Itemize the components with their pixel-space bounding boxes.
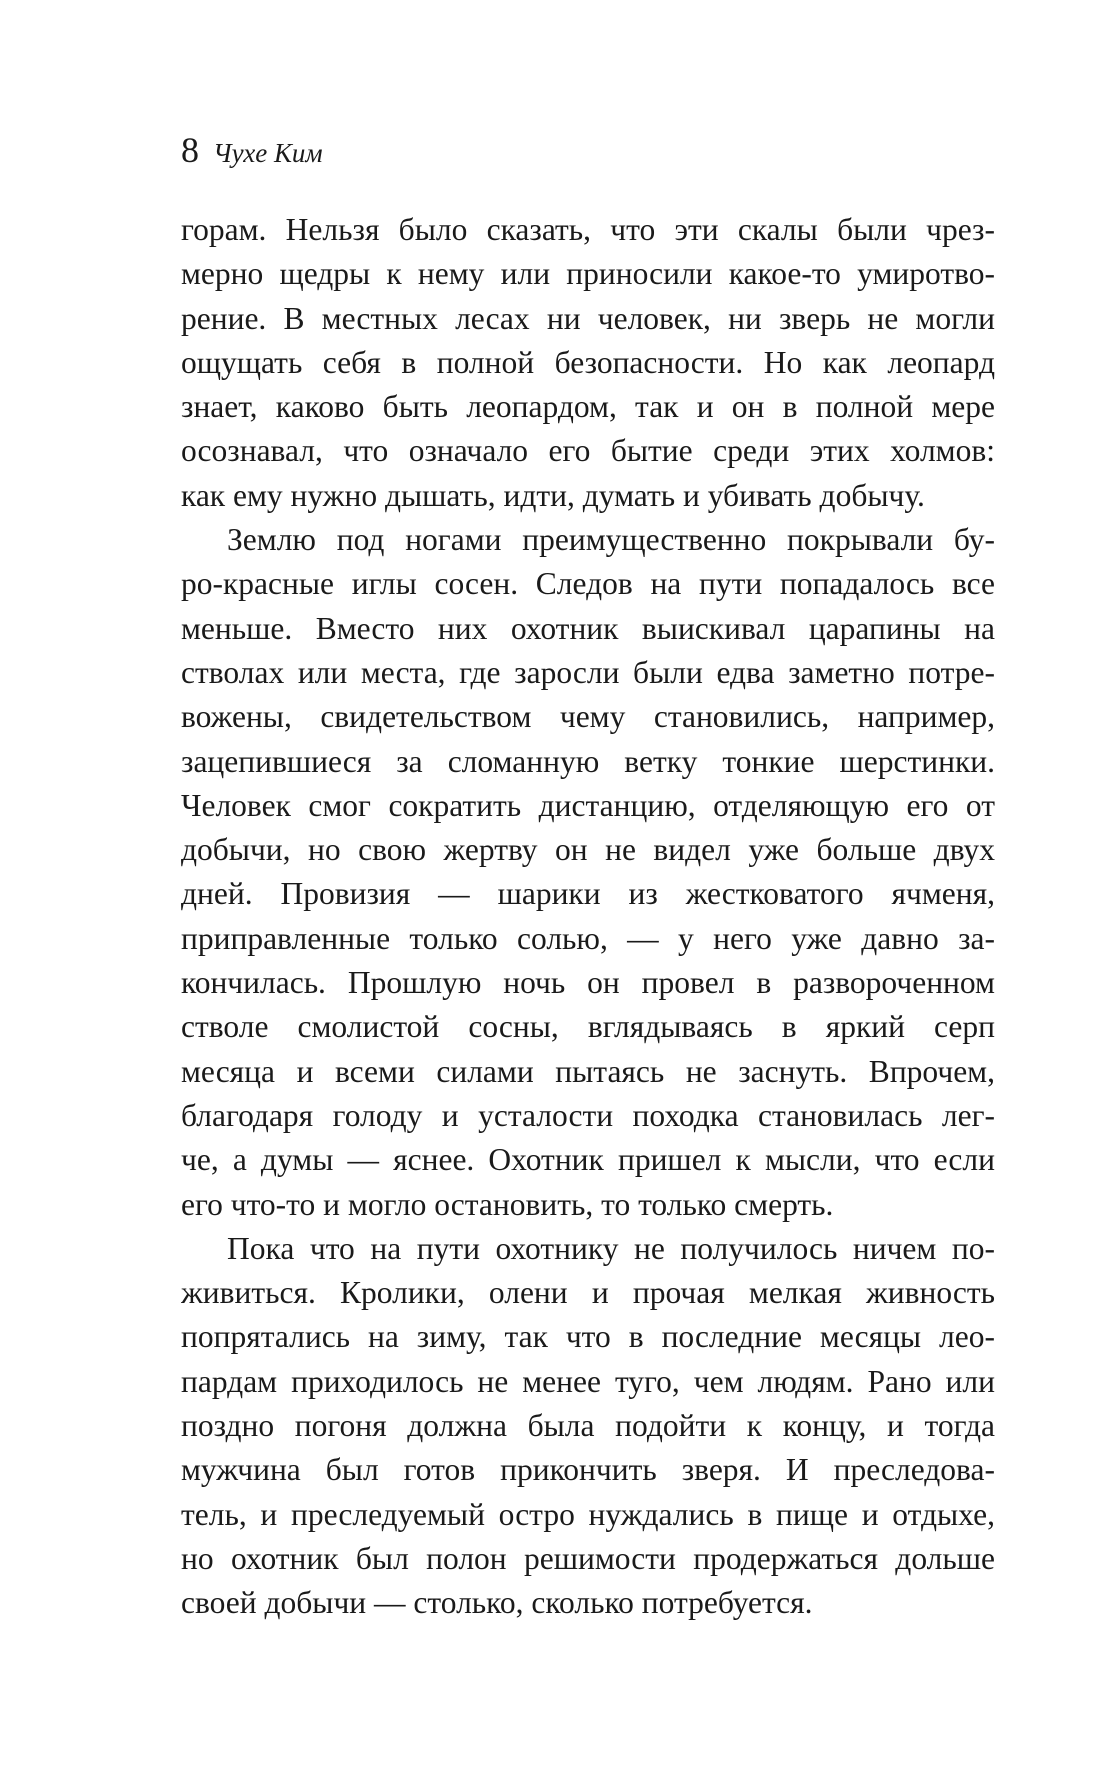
text-line: зацепившиеся за сломанную ветку тонкие шерстинки. [181,743,995,779]
text-line: живиться. Кролики, олени и прочая мелкая живность [181,1275,995,1311]
text-line: кончилась. Прошлую ночь он провел в развороченном [181,965,995,1001]
text-line: ощущать себя в полной безопасности. Но как леопард [181,344,995,380]
text-line: пардам приходилось не менее туго, чем людям. Рано или [181,1363,995,1399]
text-line: че, а думы — яснее. Охотник пришел к мысли, что если [181,1142,995,1178]
text-line: мужчина был готов прикончить зверя. И преследова- [181,1452,995,1488]
text-line: его что-то и могло остановить, то только смерть. [181,1186,834,1222]
paragraph-1 [181,208,995,518]
running-head-author: Чухе Ким [213,138,323,168]
text-line: тель, и преследуемый остро нуждались в пище и отдыхе, [181,1496,995,1532]
running-head [181,132,323,168]
text-line: благодаря голоду и усталости походка становилась лег- [181,1097,995,1133]
text-line: горам. Нельзя было сказать, что эти скалы были чрез- [181,212,995,247]
text-line: вожены, свидетельством чему становились, например, [181,699,995,735]
text-line: дней. Провизия — шарики из жестковатого ячменя, [181,876,995,912]
paragraph-2 [181,518,995,1227]
text-line: но охотник был полон решимости продержаться дольше [181,1540,995,1576]
text-line: попрятались на зиму, так что в последние месяцы лео- [181,1319,995,1355]
text-line: Пока что на пути охотнику не получилось ничем по- [227,1230,995,1266]
text-line: как ему нужно дышать, идти, думать и убивать добычу. [181,477,925,513]
text-line: приправленные только солью, — у него уже давно за- [181,920,995,956]
body-text [181,208,995,1626]
text-line: мерно щедры к нему или приносили какое-то умиротво- [181,256,995,292]
text-line: своей добычи — столько, сколько потребуется. [181,1585,813,1621]
text-line: рение. В местных лесах ни человек, ни зверь не могли [181,300,995,336]
text-line: Человек смог сократить дистанцию, отделяющую его от [181,787,995,823]
text-line: месяца и всеми силами пытаясь не заснуть. Впрочем, [181,1053,995,1089]
paragraph-3 [181,1227,995,1626]
text-line: знает, каково быть леопардом, так и он в полной мере [181,389,995,425]
text-line: стволах или места, где заросли были едва заметно потре- [181,654,995,690]
text-line: ро-красные иглы сосен. Следов на пути попадалось все [181,566,995,602]
text-line: поздно погоня должна была подойти к концу, и тогда [181,1408,995,1444]
text-line: меньше. Вместо них охотник выискивал царапины на [181,610,995,646]
page-number: 8 [181,130,199,170]
text-line: добычи, но свою жертву он не видел уже больше двух [181,832,995,868]
text-line: осознавал, что означало его бытие среди этих холмов: [181,433,995,469]
text-line: Землю под ногами преимущественно покрывали бу- [227,522,995,558]
text-line: стволе смолистой сосны, вглядываясь в яркий серп [181,1009,995,1045]
